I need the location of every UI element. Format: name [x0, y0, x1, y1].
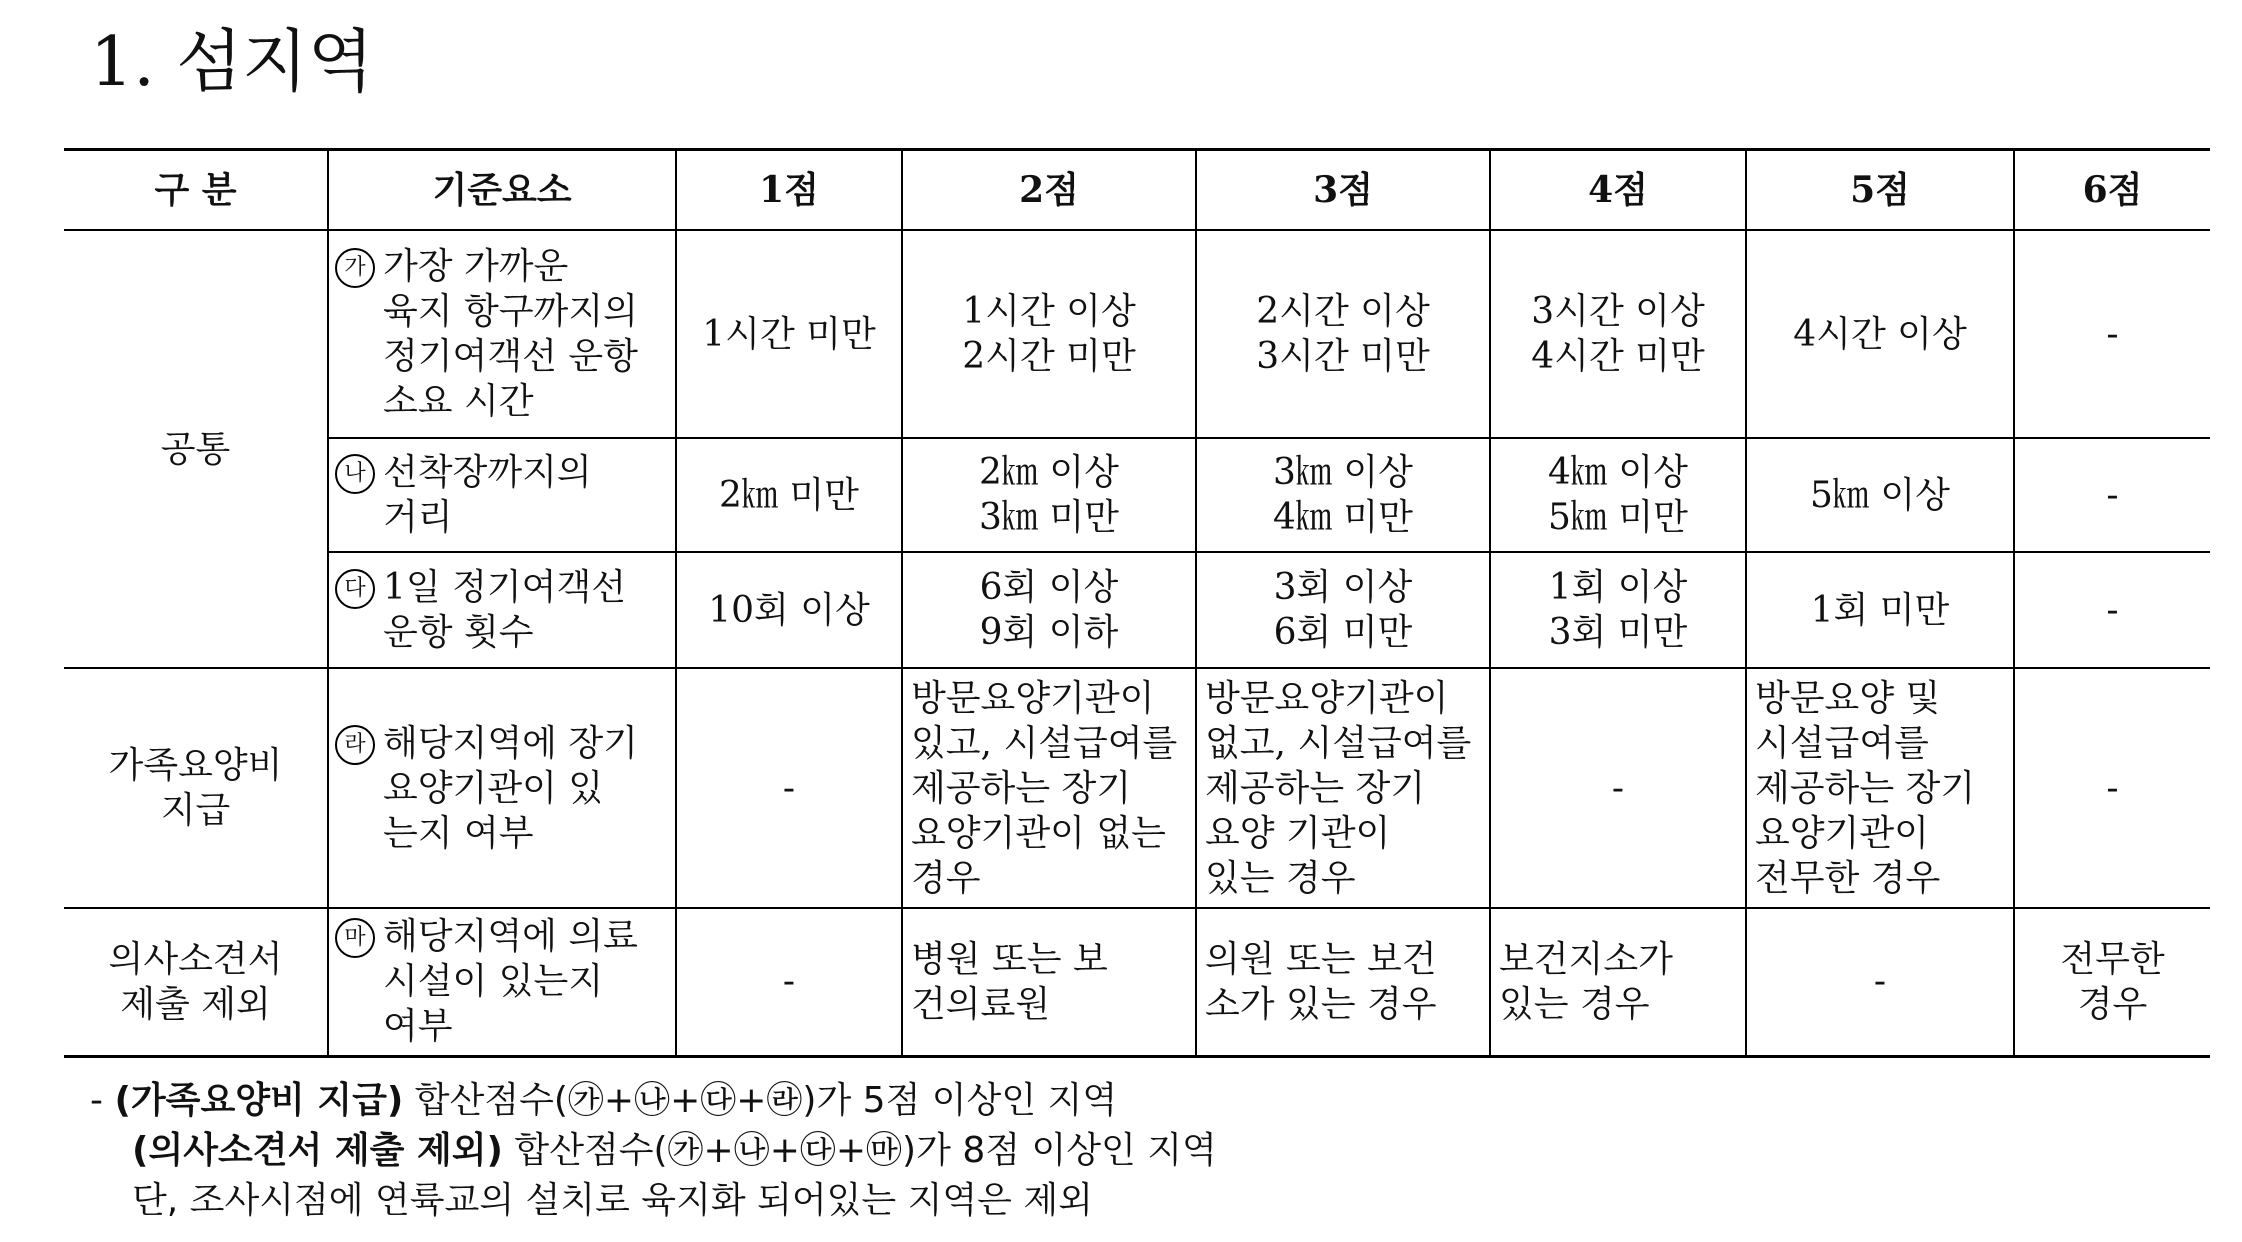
note-text: 합산점수(㉮+㉯+㉰+㉱)가 5점 이상인 지역: [403, 1080, 1118, 1121]
score-cell: 의원 또는 보건 소가 있는 경우: [1196, 908, 1490, 1056]
score-cell: 전무한 경우: [2014, 908, 2210, 1056]
score-cell: -: [2014, 552, 2210, 668]
circled-mark: 나: [335, 454, 375, 494]
score-cell: 4시간 이상: [1746, 230, 2014, 438]
score-cell: 2㎞ 이상 3㎞ 미만: [902, 438, 1196, 552]
note-heading: (의사소견서 제출 제외): [132, 1130, 503, 1171]
score-cell: -: [2014, 668, 2210, 908]
criterion-cell: [328, 552, 676, 668]
score-cell: 보건지소가 있는 경우: [1490, 908, 1746, 1056]
header-category: 구 분: [64, 150, 328, 231]
note-family-care: [90, 1076, 1217, 1126]
category-cell: 의사소견서 제출 제외: [64, 908, 328, 1056]
table-row: [64, 438, 2210, 552]
score-cell: 3회 이상 6회 미만: [1196, 552, 1490, 668]
score-cell: 2시간 이상 3시간 미만: [1196, 230, 1490, 438]
score-cell: 3㎞ 이상 4㎞ 미만: [1196, 438, 1490, 552]
score-cell: -: [676, 668, 902, 908]
criterion-cell: [328, 668, 676, 908]
score-cell: 5㎞ 이상: [1746, 438, 2014, 552]
criteria-table-container: [64, 148, 2210, 1058]
header-score-3: 3점: [1196, 150, 1490, 231]
table-row: [64, 230, 2210, 438]
page-title: 1. 섬지역: [90, 23, 374, 102]
score-cell: 1시간 이상 2시간 미만: [902, 230, 1196, 438]
score-cell: -: [1490, 668, 1746, 908]
circled-mark: 다: [335, 569, 375, 609]
score-cell: -: [2014, 230, 2210, 438]
criterion-cell: [328, 908, 676, 1056]
score-cell: 병원 또는 보 건의료원: [902, 908, 1196, 1056]
criterion-text: 해당지역에 의료 시설이 있는지 여부: [383, 916, 638, 1048]
header-criterion: 기준요소: [328, 150, 676, 231]
score-cell: 4㎞ 이상 5㎞ 미만: [1490, 438, 1746, 552]
header-score-4: 4점: [1490, 150, 1746, 231]
criterion-cell: [328, 230, 676, 438]
header-score-6: 6점: [2014, 150, 2210, 231]
footnotes: [90, 1076, 1217, 1226]
criteria-table: [64, 148, 2210, 1058]
criterion-text: 1일 정기여객선 운항 횟수: [383, 567, 627, 653]
score-cell: -: [1746, 908, 2014, 1056]
score-cell: 6회 이상 9회 이하: [902, 552, 1196, 668]
criterion-text: 선착장까지의 거리: [383, 452, 592, 538]
note-heading: (가족요양비 지급): [114, 1080, 404, 1121]
score-cell: -: [676, 908, 902, 1056]
score-cell: 방문요양 및 시설급여를 제공하는 장기 요양기관이 전무한 경우: [1746, 668, 2014, 908]
score-cell: 방문요양기관이 있고, 시설급여를 제공하는 장기 요양기관이 없는 경우: [902, 668, 1196, 908]
table-row: [64, 908, 2210, 1056]
circled-mark: 가: [335, 248, 375, 288]
circled-mark: 라: [335, 725, 375, 765]
note-doctor-opinion: [90, 1126, 1217, 1176]
score-cell: 1회 미만: [1746, 552, 2014, 668]
circled-mark: 마: [335, 918, 375, 958]
note-bullet: -: [90, 1080, 115, 1121]
score-cell: 2㎞ 미만: [676, 438, 902, 552]
note-exception: [90, 1176, 1217, 1226]
table-row: [64, 668, 2210, 908]
note-text: 단, 조사시점에 연륙교의 설치로 육지화 되어있는 지역은 제외: [132, 1180, 1093, 1221]
criterion-text: 해당지역에 장기 요양기관이 있 는지 여부: [383, 722, 638, 854]
score-cell: 방문요양기관이 없고, 시설급여를 제공하는 장기 요양 기관이 있는 경우: [1196, 668, 1490, 908]
header-score-1: 1점: [676, 150, 902, 231]
criterion-text: 가장 가까운 육지 항구까지의 정기여객선 운항 소요 시간: [383, 246, 638, 422]
score-cell: 3시간 이상 4시간 미만: [1490, 230, 1746, 438]
category-cell: 가족요양비 지급: [64, 668, 328, 908]
criterion-cell: [328, 438, 676, 552]
score-cell: 10회 이상: [676, 552, 902, 668]
table-row: [64, 552, 2210, 668]
category-cell: 공통: [64, 230, 328, 668]
score-cell: 1시간 미만: [676, 230, 902, 438]
score-cell: 1회 이상 3회 미만: [1490, 552, 1746, 668]
table-header-row: [64, 150, 2210, 231]
header-score-5: 5점: [1746, 150, 2014, 231]
note-text: 합산점수(㉮+㉯+㉰+㉲)가 8점 이상인 지역: [502, 1130, 1217, 1171]
header-score-2: 2점: [902, 150, 1196, 231]
score-cell: -: [2014, 438, 2210, 552]
